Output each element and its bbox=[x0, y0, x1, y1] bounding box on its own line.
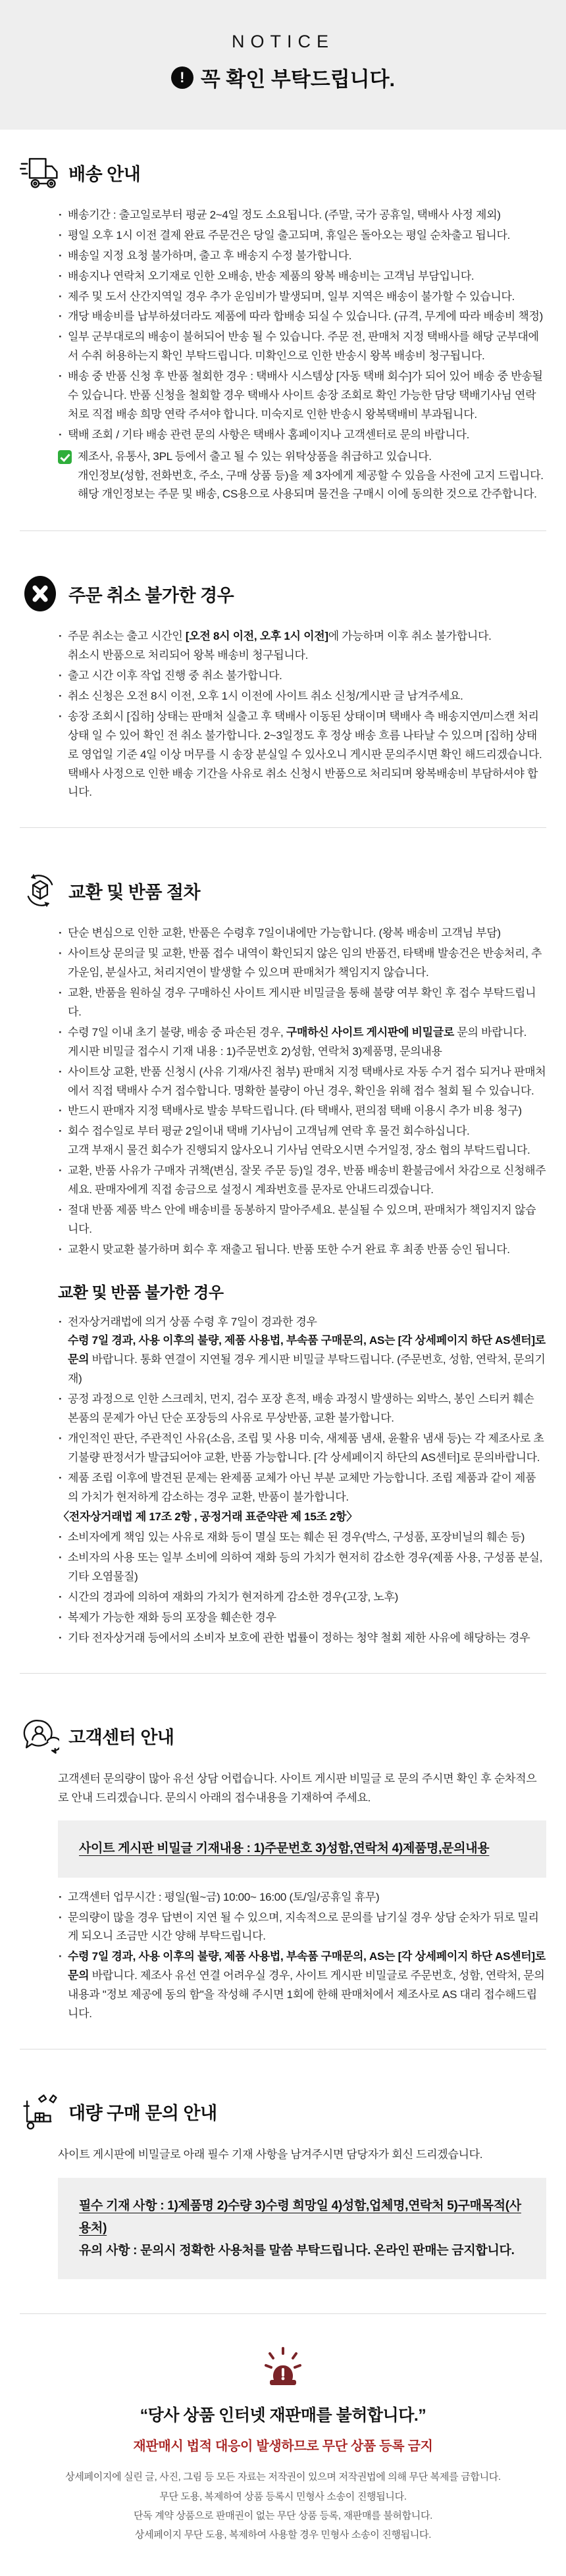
bullet-item bbox=[58, 226, 546, 245]
text-segment: 교환, 반품 사유가 구매자 귀책(변심, 잘못 주문 등)일 경우, 반품 배송비 환불금에서 차감으로 신청해주세요. 판매자에게 직접 송금으로 설정시 계좌번호를 문자로 안내드리겠습니다. bbox=[68, 1164, 546, 1196]
resale-warning-line: 무단 도용, 복제하여 상품 등록시 민형사 소송이 진행됩니다. bbox=[159, 2490, 407, 2502]
bullet-item bbox=[58, 1947, 546, 2024]
text-segment: 배송기간 : 출고일로부터 평균 2~4일 정도 소요됩니다. (주말, 국가 공휴일, 택배사 사정 제외) bbox=[68, 209, 501, 221]
emphasis-text: 〈전자상거래법 제 17조 2항 , 공정거래 표준약관 제 15조 2항〉 bbox=[58, 1510, 357, 1524]
headline-text: 꼭 확인 부탁드립니다. bbox=[200, 68, 396, 91]
section-body bbox=[58, 2146, 546, 2279]
emphasis-text: 수령 7일 경과, 사용 이후의 불량, 제품 사용법, 부속품 구매문의, AS는 [각 상세페이지 하단 AS센터]로 문의 bbox=[68, 1334, 546, 1366]
text-segment: 제품 조립 이후에 발견된 문제는 완제품 교체가 아닌 부분 교체만 가능합니다. 조립 제품과 같이 제품의 가치가 현저하게 감소하는 경우 교환, 반품이 불가합니다. bbox=[68, 1471, 536, 1503]
consignment-note bbox=[58, 448, 546, 505]
text-segment: 바랍니다. 통화 연결이 지연될 경우 게시판 비밀글 부탁드립니다. (주문번호, 성함, 연락처, 문의기재) bbox=[68, 1353, 546, 1385]
emphasis-text: 유의 사항 : 문의시 정확한 사용처를 말씀 부탁드립니다. 온라인 판매는 금지합니다. bbox=[79, 2244, 515, 2258]
check-icon bbox=[58, 450, 72, 464]
emphasis-text: 기재내용 : 1)주문번호 3)성함,연락처 4)제품명,문의내용 bbox=[192, 1842, 490, 1856]
truck-icon bbox=[20, 152, 61, 193]
text-segment: 일부 군부대로의 배송이 불허되어 반송 될 수 있습니다. 주문 전, 판매처 지정 택배사를 해당 군부대에서 수취 허용하는지 확인 부탁드립니다. 미확인으로 인한 반송시 왕복 배송비 청구됩니다. bbox=[68, 330, 539, 363]
bullet-item bbox=[58, 1888, 546, 1907]
paragraph bbox=[58, 1508, 546, 1527]
text-segment: 사이트 게시판에 비밀글로 아래 필수 기재 사항을 남겨주시면 담당자가 회신 드리겠습니다. bbox=[58, 2148, 483, 2161]
text-segment: 게시판 비밀글 접수시 기재 내용 : 1)주문번호 2)성함, 연락처 3)제품명, 문의내용 bbox=[68, 1044, 442, 1058]
section-title: 교환 및 반품 절차 bbox=[68, 882, 201, 902]
text-segment: 반드시 판매자 지정 택배사로 발송 부탁드립니다. (타 택배사, 편의점 택배 이용시 추가 비용 청구) bbox=[68, 1104, 522, 1118]
requirements-box-line bbox=[79, 2195, 525, 2240]
section-order-cancel bbox=[0, 551, 566, 808]
text-segment: 바랍니다. 제조사 유선 연결 어려우실 경우, 사이트 게시판 비밀글로 주문번호, 성함, 연락처, 문의내용과 "정보 제공에 동의 함"을 작성해 주시면 1회에 한해 판매처에서 제조사로 AS 대리 접수해드립니다. bbox=[68, 1969, 545, 2020]
bullet-item bbox=[58, 1162, 546, 1200]
check-line-continued bbox=[78, 485, 546, 504]
emphasis-text: 수령 7일 경과, 사용 이후의 불량, 제품 사용법, 부속품 구매문의, AS는 [각 상세페이지 하단 AS센터]로 문의 bbox=[68, 1950, 546, 1982]
text-segment: 문의 바랍니다. bbox=[454, 1025, 527, 1039]
exclamation-circle-icon bbox=[171, 66, 193, 89]
text-segment: 절대 반품 제품 박스 안에 배송비를 동봉하지 말아주세요. 분실될 수 있으며, 판매처가 책임지지 않습니다. bbox=[68, 1203, 536, 1235]
resale-warning-line: 단독 계약 상품으로 판매권이 없는 무단 상품 등록, 재판매를 불허합니다. bbox=[133, 2510, 433, 2521]
section-header bbox=[20, 870, 546, 911]
section-body bbox=[58, 1770, 546, 2024]
bullet-item bbox=[58, 1313, 546, 1389]
bullet-item bbox=[58, 1469, 546, 1507]
section-divider bbox=[20, 2313, 546, 2314]
text-segment: 교환, 반품을 원하실 경우 구매하신 사이트 게시판 비밀글을 통해 불량 여부 확인 후 접수 부탁드립니다. bbox=[68, 987, 536, 1018]
section-body bbox=[58, 924, 546, 1647]
text-segment: 배송지나 연락처 오기재로 인한 오배송, 반송 제품의 왕복 배송비는 고객님 부담입니다. bbox=[68, 269, 475, 282]
text-segment: 기타 전자상거래 등에서의 소비자 보호에 관한 법률이 정하는 청약 철회 제한 사유에 해당하는 경우 bbox=[68, 1631, 530, 1644]
emphasis-text: 사이트 게시판 bbox=[79, 1842, 157, 1856]
requirements-box bbox=[58, 2178, 546, 2280]
bullet-item bbox=[58, 426, 546, 445]
text-segment: 사이트상 문의글 및 교환, 반품 접수 내역이 확인되지 않은 임의 반품건, 타택배 발송건은 반송처리, 추가운임, 분실사고, 처리지연이 발생할 수 있으며 판매처가 책임지지 않습니다. bbox=[68, 947, 542, 979]
exchange-return-icon bbox=[20, 870, 61, 911]
text-segment: 소비자에게 책임 있는 사유로 재화 등이 멸실 또는 훼손 된 경우(박스, 구성품, 포장비닐의 훼손 등) bbox=[68, 1531, 525, 1544]
section-title: 대량 구매 문의 안내 bbox=[68, 2103, 217, 2124]
bullet-item bbox=[58, 1122, 546, 1160]
bullet-item bbox=[58, 1588, 546, 1607]
bullet-item bbox=[58, 687, 546, 706]
resale-warning-line: 상세페이지에 실린 글, 사진, 그림 등 모든 자료는 저작권이 있으며 저작권법에 의해 무단 복제를 금합니다. bbox=[65, 2471, 501, 2483]
notice-banner bbox=[0, 0, 566, 130]
notice-label: NOTICE bbox=[231, 32, 334, 51]
highlight-red-text: 비밀글 bbox=[157, 1842, 193, 1856]
text-segment: 시간의 경과에 의하여 재화의 가치가 현저하게 감소한 경우(고장, 노후) bbox=[68, 1590, 398, 1603]
alert-siren-icon bbox=[30, 2346, 536, 2393]
resale-warning-line: 상세페이지 무단 도용, 복제하여 사용할 경우 민형사 소송이 진행됩니다. bbox=[134, 2529, 432, 2541]
emphasis-text: 필수 기재 사항 : 1)제품명 2)수량 3)수령 희망일 4)성함,업체명,연락처 5)구매목적(사용처) bbox=[79, 2198, 521, 2235]
text-segment: 전자상거래법에 의거 상품 수령 후 7일이 경과한 경우 bbox=[68, 1315, 317, 1328]
check-line bbox=[58, 448, 546, 467]
text-segment: 개인적인 판단, 주관적인 사유(소음, 조립 및 사용 미숙, 새제품 냄새, 윤활유 냄새 등)는 각 제조사로 초기불량 판정서가 발급되어야 교환, 반품 가능합니다. [각 상세페이지 하단의 AS센터]로 문의바랍니다. bbox=[68, 1431, 544, 1464]
bullet-item bbox=[58, 984, 546, 1022]
text-segment: 공정 과정으로 인한 스크레치, 먼지, 검수 포장 흔적, 배송 과정시 발생하는 외박스, 봉인 스티커 훼손 본품의 문제가 아닌 단순 포장등의 사유로 무상반품, 교환 불가합니다. bbox=[68, 1393, 534, 1424]
section-customer-service bbox=[0, 1693, 566, 2029]
section-exchange-return bbox=[0, 848, 566, 1653]
text-segment: 개당 배송비를 납부하셨더라도 제품에 따라 합배송 되실 수 있습니다. (규격, 무게에 따라 배송비 책정) bbox=[68, 310, 543, 323]
notice-sections bbox=[0, 130, 566, 2314]
section-title: 고객센터 안내 bbox=[68, 1728, 174, 1748]
bullet-item bbox=[58, 288, 546, 307]
cancel-x-icon bbox=[20, 573, 61, 614]
text-segment: 고객 부재시 물건 회수가 진행되지 않사오니 기사님 연락오시면 수거일정, 장소 협의 부탁드립니다. bbox=[68, 1144, 530, 1157]
paragraph bbox=[58, 1770, 546, 1808]
text-segment: 제주 및 도서 산간지역일 경우 추가 운임비가 발생되며, 일부 지역은 배송이 불가할 수 있습니다. bbox=[68, 290, 515, 303]
headline bbox=[0, 63, 566, 92]
subsection-title: 교환 및 반품 불가한 경우 bbox=[58, 1283, 224, 1302]
section-divider bbox=[20, 827, 546, 828]
text-segment: 단순 변심으로 인한 교환, 반품은 수령후 7일이내에만 가능합니다. (왕복 배송비 고객님 부담) bbox=[68, 927, 501, 940]
bullet-item bbox=[58, 1241, 546, 1260]
text-segment: 고객센터 문의량이 많아 유선 상담 어렵습니다. 사이트 게시판 비밀글 로 문의 주시면 확인 후 순차적으로 안내 드리겠습니다. 문의시 아래의 접수내용을 기재하여 주세요. bbox=[58, 1772, 537, 1804]
section-bulk-purchase bbox=[0, 2069, 566, 2294]
bullet-item bbox=[58, 667, 546, 686]
section-header bbox=[20, 573, 546, 614]
requirements-box bbox=[58, 1820, 546, 1877]
resale-warning-title: “당사 상품 인터넷 재판매를 불허합니다.” bbox=[140, 2406, 426, 2425]
bullet-item bbox=[58, 1629, 546, 1648]
section-header bbox=[20, 2092, 546, 2132]
bullet-item bbox=[58, 627, 546, 665]
bullet-item bbox=[58, 708, 546, 802]
text-segment: 취소시 반품으로 처리되어 왕복 배송비 청구됩니다. bbox=[68, 649, 309, 662]
bullet-item bbox=[58, 267, 546, 286]
customer-service-icon bbox=[20, 1716, 61, 1757]
text-segment: 평일 오후 1시 이전 결제 완료 주문건은 당일 출고되며, 휴일은 돌아오는 평일 순차출고 됩니다. bbox=[68, 228, 511, 242]
check-line-continued bbox=[78, 467, 546, 486]
text-segment: 문의량이 많을 경우 답변이 지연 될 수 있으며, 지속적으로 문의를 남기실 경우 상담 순차가 뒤로 밀리게 되오니 조금만 시간 양해 부탁드립니다. bbox=[68, 1911, 539, 1943]
bullet-item bbox=[58, 367, 546, 425]
bullet-item bbox=[58, 1201, 546, 1239]
text-segment: 소비자의 사용 또는 일부 소비에 의하여 재화 등의 가치가 현저히 감소한 경우(제품 사용, 구성품 분실, 기타 오염물질) bbox=[68, 1551, 543, 1584]
text-segment: 고객센터 업무시간 : 평일(월~금) 10:00~ 16:00 (토/일/공휴일 휴무) bbox=[68, 1890, 380, 1903]
section-body bbox=[58, 627, 546, 802]
bullet-item bbox=[58, 247, 546, 266]
bullet-item bbox=[58, 1390, 546, 1428]
bullet-item bbox=[58, 924, 546, 943]
text-segment: 제조사, 유통사, 3PL 등에서 출고 될 수 있는 위탁상품을 취급하고 있습니다. bbox=[78, 450, 432, 463]
bullet-item bbox=[58, 944, 546, 983]
text-segment: 해당 개인정보는 주문 및 배송, CS용으로 사용되며 물건을 구매시 이에 동의한 것으로 간주합니다. bbox=[78, 488, 537, 501]
section-title: 배송 안내 bbox=[68, 164, 141, 184]
bullet-item bbox=[58, 1528, 546, 1547]
bullet-item bbox=[58, 1063, 546, 1101]
text-segment: 복제가 가능한 재화 등의 포장을 훼손한 경우 bbox=[68, 1610, 276, 1624]
section-divider bbox=[20, 530, 546, 531]
text-segment: 회수 접수일로 부터 평균 2일이내 택배 기사님이 고객님께 연락 후 물건 회수하십니다. bbox=[68, 1125, 470, 1138]
text-segment: 송장 조회시 [집하] 상태는 판매처 실출고 후 택배사 이동된 상태이며 택배사 측 배송지연/미스캔 처리 상태 일 수 있어 확인 전 취소 불가합니다. 2~3일정도 후 정상 배송 흐름 나타날 수 있으며 [집하] 상태로 영업일 기준 4일 이상 머무를 시 송장 분실일 수 있사오니 게시판 문의주시면 확인 해드리겠습니다. 택배사 사정으로 인한 배송 기간을 사유로 취소 신청시 반품으로 처리되며 왕복배송비 부담하셔야 합니다. bbox=[68, 709, 542, 799]
text-segment: 배송일 지정 요청 불가하며, 출고 후 배송지 수정 불가합니다. bbox=[68, 249, 352, 262]
emphasis-text: 구매하신 사이트 게시판에 비밀글로 bbox=[286, 1025, 454, 1039]
section-header bbox=[20, 152, 546, 193]
text-segment: 교환시 맞교환 불가하며 회수 후 재출고 됩니다. 반품 또한 수거 완료 후 최종 반품 승인 됩니다. bbox=[68, 1243, 510, 1256]
bullet-item bbox=[58, 206, 546, 225]
bullet-item bbox=[58, 1102, 546, 1121]
text-segment: 사이트상 교환, 반품 신청시 (사유 기재/사진 첨부) 판매처 지정 택배사로 자동 수거 접수 되거나 판매처에서 직접 택배사 수거 접수합니다. 명확한 불량이 아닌 경우, 확인을 위해 접수 철회 될 수 있습니다. bbox=[68, 1065, 546, 1097]
text-segment: 출고 시간 이후 작업 진행 중 취소 불가합니다. bbox=[68, 669, 282, 683]
resale-warning bbox=[0, 2334, 566, 2576]
text-segment: 수령 7일 이내 초기 불량, 배송 중 파손된 경우, bbox=[68, 1025, 286, 1039]
section-title: 주문 취소 불가한 경우 bbox=[68, 585, 234, 605]
text-segment: 주문 취소는 출고 시간인 bbox=[68, 630, 186, 643]
bulk-cart-icon bbox=[20, 2092, 61, 2132]
text-segment: 배송 중 반품 신청 후 반품 철회한 경우 : 택배사 시스템상 [자동 택배 회수]가 되어 있어 배송 중 반송될 수 있습니다. 반품 신청을 철회할 경우 택배사 사이트 송장 조회로 확인 가능한 담당 택배기사님 연락처로 직접 배송 희망 연락 주셔야 합니다. 미숙지로 인한 반송시 왕복택배비 부과됩니다. bbox=[68, 370, 543, 421]
text-segment: 택배 조회 / 기타 배송 관련 문의 사항은 택배사 홈페이지나 고객센터로 문의 바랍니다. bbox=[68, 428, 470, 441]
text-segment: 개인정보(성함, 전화번호, 주소, 구매 상품 등)을 제 3자에게 제공할 수 있음을 사전에 고지 드립니다. bbox=[78, 469, 544, 482]
requirements-box-line bbox=[79, 2240, 525, 2262]
bullet-item bbox=[58, 1430, 546, 1468]
bullet-item bbox=[58, 307, 546, 326]
section-shipping bbox=[0, 130, 566, 511]
requirements-box-line bbox=[79, 1838, 525, 1860]
text-segment: 취소 신청은 오전 8시 이전, 오후 1시 이전에 사이트 취소 신청/게시판 글 남겨주세요. bbox=[68, 690, 463, 703]
section-header bbox=[20, 1716, 546, 1757]
bullet-item bbox=[58, 1023, 546, 1062]
section-body bbox=[58, 206, 546, 504]
bullet-item bbox=[58, 1609, 546, 1628]
bullet-item bbox=[58, 328, 546, 366]
bullet-item bbox=[58, 1909, 546, 1947]
section-divider bbox=[20, 1673, 546, 1674]
paragraph bbox=[58, 2146, 546, 2165]
emphasis-text: [오전 8시 이전, 오후 1시 이전] bbox=[185, 630, 328, 643]
resale-warning-lines bbox=[30, 2467, 536, 2544]
text-segment: 에 가능하며 이후 취소 불가합니다. bbox=[328, 630, 492, 643]
bullet-item bbox=[58, 1549, 546, 1587]
resale-warning-red-text: 재판매시 법적 대응이 발생하므로 무단 상품 등록 금지 bbox=[133, 2439, 433, 2454]
check-line-text bbox=[78, 448, 432, 467]
